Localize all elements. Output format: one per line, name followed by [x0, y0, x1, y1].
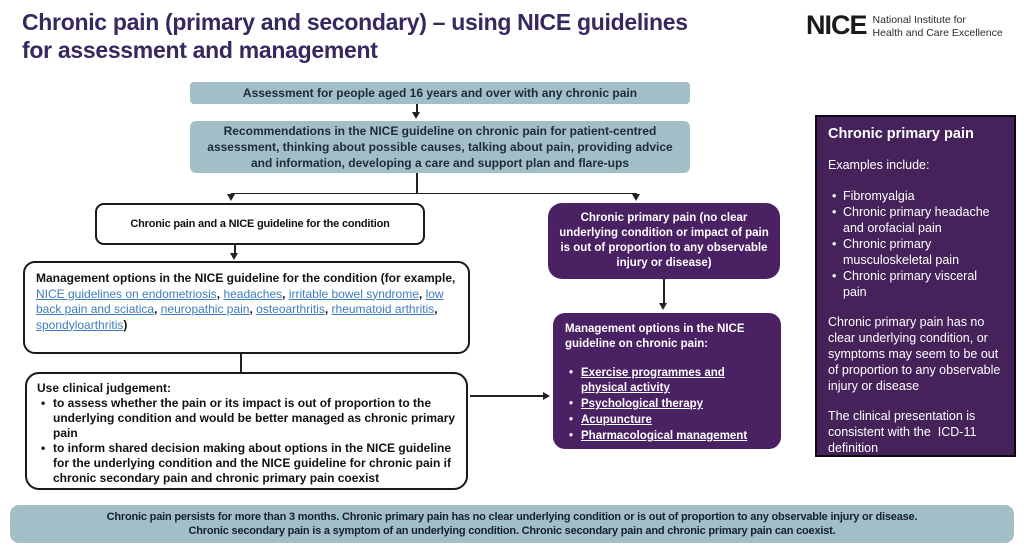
management-condition-box: [23, 261, 470, 354]
separator: ,: [434, 302, 438, 316]
link-headaches[interactable]: headaches: [223, 286, 283, 301]
connector-judgement-to-chronic: [470, 395, 544, 397]
management-condition-intro: Management options in the NICE guideline for the condition (for example,: [36, 271, 456, 285]
separator: ,: [154, 302, 161, 316]
link-irritable-bowel-syndrome[interactable]: irritable bowel syndrome: [288, 286, 419, 301]
definition-footer-bar: [10, 505, 1014, 543]
primary-branch-text: Chronic primary pain (no clear underlying condition or impact of pain is out of proportion to any observable injury or disease): [559, 212, 769, 269]
page-title: [22, 8, 802, 64]
management-chronic-heading: Management options in the NICE guideline on chronic pain:: [565, 323, 745, 350]
connector-recommendations-stub: [416, 173, 418, 194]
separator: ,: [249, 302, 257, 316]
nice-logo: [806, 12, 1003, 39]
separator: ,: [282, 286, 289, 301]
list-item: • Chronic primary visceral pain: [828, 268, 1003, 300]
separator: ,: [216, 286, 224, 301]
list-item: • Chronic primary musculoskeletal pain: [828, 236, 1003, 268]
link-pharmacological-management[interactable]: Pharmacological management: [581, 430, 748, 442]
link-spondyloarthritis[interactable]: spondyloarthritis: [36, 317, 124, 332]
chronic-primary-pain-sidebar: [815, 115, 1016, 457]
connector-management-to-judgement: [240, 354, 242, 372]
link-rheumatoid-arthritis[interactable]: rheumatoid arthritis: [331, 302, 435, 316]
connector-primary-to-chronic: [663, 279, 665, 304]
link-acupuncture[interactable]: Acupuncture: [581, 414, 652, 426]
clinical-judgement-box: [25, 372, 468, 490]
management-chronic-box: [553, 313, 781, 449]
list-item: [565, 397, 771, 412]
clinical-judgement-bullet: • to inform shared decision making about options in the NICE guideline for the underlying condition and the NICE guideline for chronic pain if chronic secondary pain and chronic primary pain coexist: [37, 441, 456, 486]
recommendations-box-text: Recommendations in the NICE guideline on chronic pain for patient-centred assessment, thinking about possible causes, talking about pain, providing advice and information, developing a care and support plan and flare-ups: [207, 124, 673, 170]
assessment-box-text: Assessment for people aged 16 years and over with any chronic pain: [242, 86, 638, 100]
sidebar-paragraph: Chronic primary pain has no clear underlying condition, or symptoms may seem to be out of proportion to any observable injury or disease: [828, 315, 1004, 393]
arrow-down-icon: [632, 194, 640, 201]
footer-line1: Chronic pain persists for more than 3 months. Chronic primary pain has no clear underlying condition or is out of proportion to any observable injury or disease.: [106, 510, 918, 523]
clinical-judgement-bullet: • to assess whether the pain or its impact is out of proportion to the underlying condition and would be better managed as chronic primary pain: [37, 396, 456, 441]
link-psychological-therapy[interactable]: Psychological therapy: [581, 398, 704, 410]
footer-line2: Chronic secondary pain is a symptom of an underlying condition. Chronic secondary pain and chronic primary pain can coexist.: [188, 525, 836, 537]
nice-tagline-line2: Health and Care Excellence: [872, 26, 1003, 39]
condition-branch-text: Chronic pain and a NICE guideline for the condition: [130, 218, 390, 230]
sidebar-heading: Chronic primary pain: [828, 126, 974, 142]
list-item: [565, 366, 771, 396]
nice-tagline-line1: National Institute for: [872, 14, 966, 26]
connector-branch-horizontal: [231, 193, 637, 195]
separator: ,: [324, 302, 332, 316]
nice-logo-wordmark: NICE: [806, 10, 867, 40]
link-low-back-pain-sciatica[interactable]: low back pain and sciatica: [36, 286, 444, 316]
recommendations-box: [190, 121, 690, 173]
arrow-down-icon: [412, 112, 420, 119]
sidebar-example-list: [828, 188, 1003, 300]
clinical-judgement-heading: Use clinical judgement:: [37, 381, 172, 395]
arrow-right-icon: [543, 392, 550, 400]
assessment-box: [190, 82, 690, 104]
sidebar-intro: Examples include:: [828, 158, 930, 172]
link-endometriosis[interactable]: NICE guidelines on endometriosis: [36, 286, 217, 301]
separator: ,: [418, 286, 426, 301]
condition-branch-box: [95, 203, 425, 245]
list-item: • Fibromyalgia: [828, 188, 1003, 204]
sidebar-paragraph: The clinical presentation is consistent with the ICD-11 definition: [828, 409, 980, 455]
link-exercise-programmes[interactable]: Exercise programmes and physical activity: [581, 367, 725, 394]
link-neuropathic-pain[interactable]: neuropathic pain: [160, 302, 250, 316]
arrow-down-icon: [659, 303, 667, 310]
primary-branch-box: [548, 203, 780, 279]
separator: ): [123, 317, 128, 332]
arrow-down-icon: [227, 194, 235, 201]
list-item: [565, 429, 771, 444]
nice-logo-tagline: [873, 14, 1003, 39]
list-item: • Chronic primary headache and orofacial pain: [828, 204, 1003, 236]
list-item: [565, 413, 771, 428]
page-title-line2: for assessment and management: [22, 37, 378, 63]
page-title-line1: Chronic pain (primary and secondary) – using NICE guidelines: [22, 9, 688, 35]
arrow-down-icon: [230, 253, 238, 260]
link-osteoarthritis[interactable]: osteoarthritis: [256, 302, 325, 316]
